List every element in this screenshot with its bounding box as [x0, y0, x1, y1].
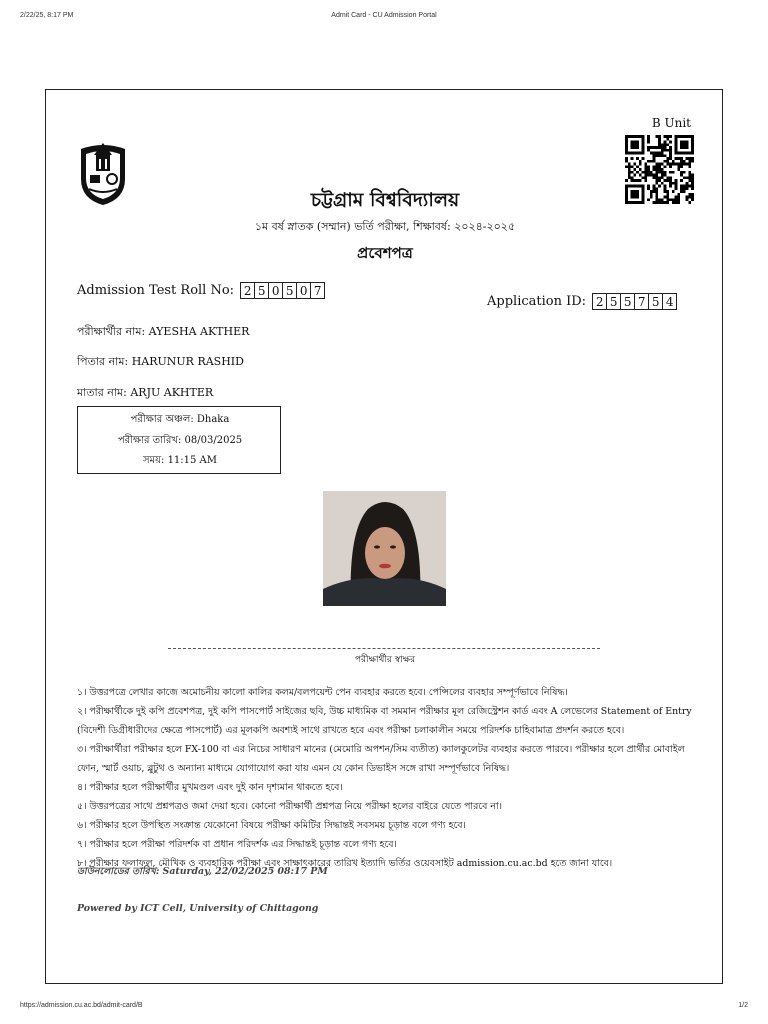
powered-by-stamp: Powered by ICT Cell, University of Chittagong — [77, 903, 319, 914]
instruction-item: ২। পরীক্ষার্থীকে দুই কপি প্রবেশপত্র, দুই কপি পাসপোর্ট সাইজের ছবি, উচ্চ মাধ্যমিক বা সমমান পরীক্ষার মূল রেজিস্ট্রেশন কার্ড এবং A লেভেলের Statement of Entry (বিদেশী ডিগ্রীধারীদের ক্ষেত্রে পাসপোর্ট) এর মূলকপি অবশ্যই সাথে রাখতে হবে এবং পরীক্ষা চলাকালীন সময়ে পরিদর্শক চাহিবামাত্র প্রদর্শন করতে হবে। — [77, 706, 692, 736]
app-digit: 5 — [620, 293, 635, 310]
unit-label: B Unit — [651, 116, 691, 130]
app-digit: 5 — [648, 293, 663, 310]
app-digit: 5 — [606, 293, 621, 310]
roll-number-row — [77, 282, 325, 299]
roll-number-digits — [241, 282, 325, 299]
exam-zone-value: Dhaka — [196, 414, 230, 425]
exam-time-value: 11:15 AM — [167, 455, 218, 466]
application-id-row — [487, 293, 677, 310]
exam-date-label: পরীক্ষার তারিখ: — [117, 435, 182, 446]
application-id-label: Application ID: — [487, 294, 587, 309]
candidate-name-label: পরীক্ষার্থীর নাম: — [77, 325, 146, 338]
exam-time-label: সময়: — [142, 455, 165, 466]
candidate-name-row — [77, 323, 249, 342]
mother-name-label: মাতার নাম: — [77, 386, 127, 399]
print-page-title: Admit Card - CU Admission Portal — [331, 12, 437, 19]
instruction-item: ৬। পরীক্ষার হলে উপস্থিত সংক্রান্ত যেকোনো বিষয়ে পরীক্ষা কমিটির সিদ্ধান্তই সবসময় চূড়ান্ত বলে গণ্য হবে। — [77, 820, 466, 831]
candidate-name: AYESHA AKTHER — [148, 325, 250, 338]
exam-zone-label: পরীক্ষার অঞ্চল: — [130, 414, 194, 425]
instruction-item: ৮। পরীক্ষার ফলাফল, মৌখিক ও ব্যবহারিক পরীক্ষা এবং সাক্ষাৎকারের তারিখ ইত্যাদি ভর্তির ওয়েবসাইট admission.cu.ac.bd হতে জানা যাবে। — [77, 858, 613, 869]
roll-number-label: Admission Test Roll No: — [77, 283, 235, 298]
instruction-item: ৫। উত্তরপত্রের সাথে প্রশ্নপত্রও জমা দেয়া হবে। কোনো পরীক্ষার্থী প্রশ্নপত্র নিয়ে পরীক্ষা হলের বাইরে যেতে পারবে না। — [77, 801, 502, 812]
print-datetime: 2/22/25, 8:17 PM — [20, 12, 74, 19]
roll-digit: 5 — [254, 282, 269, 299]
app-digit: 2 — [592, 293, 607, 310]
exam-title: ১ম বর্ষ স্নাতক (সম্মান) ভর্তি পরীক্ষা, শিক্ষাবর্ষ: ২০২৪-২০২৫ — [254, 220, 516, 233]
instruction-item: ৪। পরীক্ষার হলে পরীক্ষার্থীর মুখমণ্ডল এবং দুই কান দৃশ্যমান থাকতে হবে। — [77, 782, 343, 793]
instructions-list — [77, 683, 695, 873]
exam-zone-row — [78, 412, 282, 429]
mother-name-row — [77, 384, 213, 403]
roll-digit: 7 — [310, 282, 325, 299]
download-date-stamp: ডাউনলোডের তারিখ: Saturday, 22/02/2025 08:17 PM — [77, 866, 328, 877]
roll-digit: 5 — [282, 282, 297, 299]
exam-date-row — [78, 433, 282, 450]
father-name-row — [77, 353, 244, 372]
roll-digit: 2 — [240, 282, 255, 299]
print-page-number: 1/2 — [738, 1002, 748, 1009]
instruction-item: ৭। পরীক্ষার হলে পরীক্ষা পরিদর্শক বা প্রধান পরিদর্শক এর সিদ্ধান্তই চূড়ান্ত বলে গণ্য হবে। — [77, 839, 397, 850]
application-id-digits — [593, 293, 677, 310]
mother-name: ARJU AKHTER — [130, 386, 214, 399]
signature-label: পরীক্ষার্থীর স্বাক্ষর — [354, 655, 416, 665]
instruction-item: ৩। পরীক্ষার্থীরা পরীক্ষার হলে FX-100 বা এর নিচের সাধারণ মানের (মেমোরি অপশন/সিম ব্যতীত) ক্যালকুলেটর ব্যবহার করতে পারবে। পরীক্ষার হলে প্রার্থীর মোবাইল ফোন, স্মার্ট ওয়াচ, ব্লুটুথ ও অন্যান্য মাধ্যমে যোগাযোগ করা যায় এমন যে কোন ডিভাইস সঙ্গে রাখা সম্পূর্ণভাবে নিষিদ্ধ। — [77, 744, 685, 774]
print-url: https://admission.cu.ac.bd/admit-card/B — [20, 1002, 143, 1009]
candidate-photo — [323, 491, 446, 606]
father-name: HARUNUR RASHID — [131, 355, 244, 368]
admit-card-title: প্রবেশপত্র — [357, 244, 413, 262]
roll-digit: 0 — [296, 282, 311, 299]
university-name: চট্টগ্রাম বিশ্ববিদ্যালয় — [310, 189, 460, 211]
instruction-item: ১। উত্তরপত্রে লেখার কাজে অমোচনীয় কালো কালির কলম/বলপয়েন্ট পেন ব্যবহার করতে হবে। পেন্সিলের ব্যবহার সম্পূর্ণভাবে নিষিদ্ধ। — [77, 687, 568, 698]
exam-date-value: 08/03/2025 — [184, 435, 243, 446]
roll-digit: 0 — [268, 282, 283, 299]
admit-card — [45, 89, 723, 984]
exam-info-box — [77, 406, 281, 474]
signature-line — [168, 648, 600, 649]
app-digit: 4 — [662, 293, 677, 310]
app-digit: 7 — [634, 293, 649, 310]
exam-time-row — [78, 453, 282, 470]
father-name-label: পিতার নাম: — [77, 355, 129, 368]
